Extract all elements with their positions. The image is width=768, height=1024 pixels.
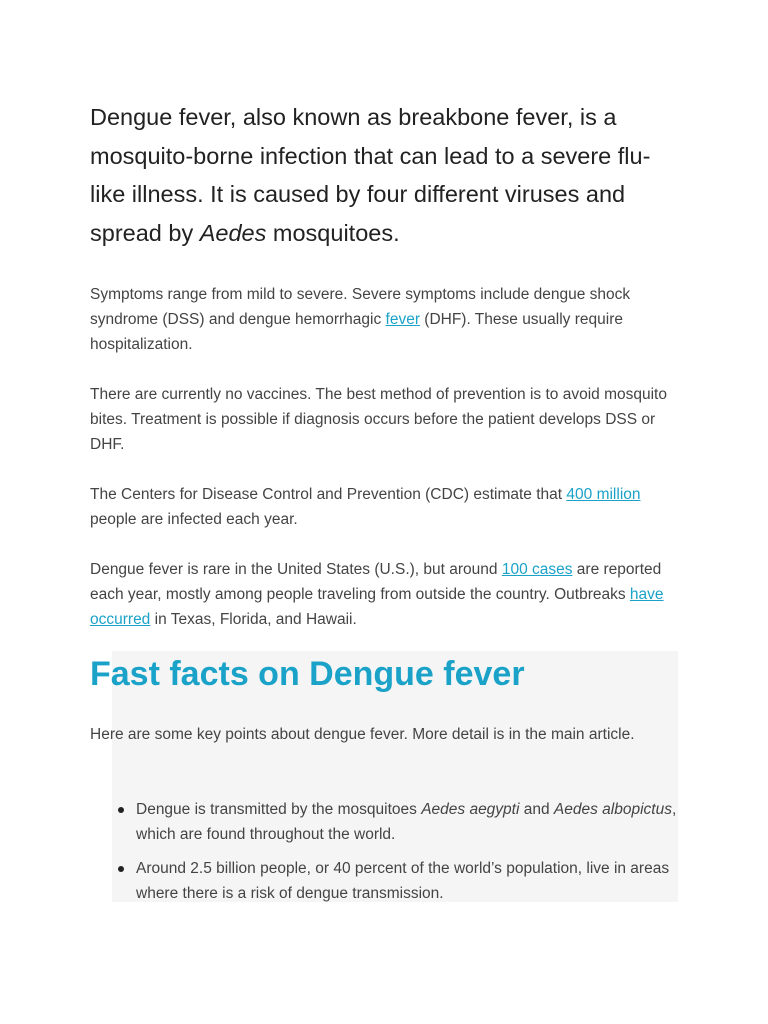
- lead-paragraph: [90, 98, 680, 252]
- bullet1-italic-species1: Aedes aegypti: [421, 801, 520, 818]
- cdc-text-end: people are infected each year.: [90, 511, 298, 528]
- article-body: [90, 98, 680, 657]
- lead-italic-genus: Aedes: [199, 219, 267, 246]
- symptoms-text-end: (DHF). These usually require hospitalization.: [90, 311, 623, 353]
- lead-text-start: Dengue fever, also known as breakbone fever, is a mosquito-borne infection that can lead to a severe flu-like illness. It is caused by four different viruses and spread by: [90, 104, 651, 246]
- fast-facts-intro: Here are some key points about dengue fever. More detail is in the main article.: [90, 726, 635, 743]
- bullet1-text-middle: and: [519, 801, 554, 818]
- us-text-end: in Texas, Florida, and Hawaii.: [150, 611, 357, 628]
- 100-cases-link[interactable]: 100 cases: [501, 561, 573, 578]
- us-text-start: Dengue fever is rare in the United States (U.S.), but around: [90, 561, 502, 578]
- symptoms-text-start: Symptoms range from mild to severe. Severe symptoms include dengue shock syndrome (DSS) and dengue hemorrhagic: [90, 286, 631, 328]
- 400-million-link[interactable]: 400 million: [566, 486, 641, 503]
- us-text-middle: are reported each year, mostly among people traveling from outside the country. Outbreaks: [90, 561, 662, 603]
- symptoms-paragraph: [90, 282, 680, 357]
- list-item: [136, 856, 678, 906]
- bullet1-text-start: Dengue is transmitted by the mosquitoes: [136, 801, 422, 818]
- us-cases-paragraph: [90, 557, 680, 632]
- cdc-paragraph: [90, 482, 680, 532]
- bullet-dot-icon: [118, 807, 124, 813]
- vaccines-paragraph: There are currently no vaccines. The best method of prevention is to avoid mosquito bites. Treatment is possible if diagnosis occurs before the patient develops DSS or DHF.: [90, 386, 667, 453]
- bullet-dot-icon: [118, 866, 124, 872]
- list-item: [136, 797, 678, 847]
- fever-link[interactable]: fever: [385, 311, 420, 328]
- bullet2-text: Around 2.5 billion people, or 40 percent of the world’s population, live in areas where there is a risk of dengue transmission.: [136, 860, 670, 902]
- cdc-text-start: The Centers for Disease Control and Prevention (CDC) estimate that: [90, 486, 567, 503]
- lead-text-end: mosquitoes.: [266, 219, 400, 246]
- fast-facts-section: [90, 651, 678, 902]
- fast-facts-heading: Fast facts on Dengue fever: [90, 655, 525, 693]
- bullet1-italic-species2: Aedes albopictus: [553, 801, 672, 818]
- have-occurred-link[interactable]: have occurred: [90, 586, 664, 628]
- bullet1-text-end: , which are found throughout the world.: [136, 801, 677, 843]
- fast-facts-list: [136, 797, 678, 915]
